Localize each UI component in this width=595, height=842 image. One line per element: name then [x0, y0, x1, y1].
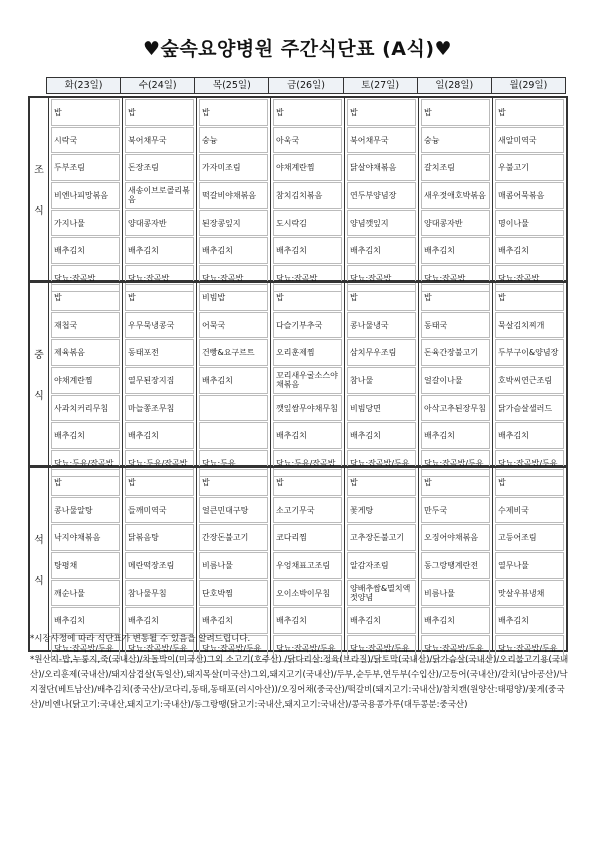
menu-item: 마늘쫑조무침 [125, 395, 194, 422]
menu-item: 깨순나물 [51, 580, 120, 607]
menu-item: 당뇨:두유/잡곡밥 [125, 450, 194, 477]
menu-item: 깻잎쌈무야채무침 [273, 395, 342, 422]
menu-item: 배추김치 [495, 607, 564, 634]
meal-label [30, 468, 49, 650]
menu-item: 가지나물 [51, 210, 120, 237]
menu-item: 당뇨:잡곡밥 [273, 265, 342, 292]
menu-item: 밥 [421, 99, 490, 126]
day-column [49, 468, 122, 653]
menu-item: 돈육간장불고기 [421, 339, 490, 366]
day-column [492, 283, 566, 468]
menu-item: 얼큰민대구탕 [199, 497, 268, 524]
day-header-row [47, 77, 566, 94]
menu-item: 양배추쌈&멸치액젓양념 [347, 580, 416, 607]
meal-label-char: 조 [34, 165, 44, 176]
menu-item: 시락국 [51, 127, 120, 154]
menu-item: 아삭고추된장무침 [421, 395, 490, 422]
menu-item: 당뇨:잡곡밥 [199, 265, 268, 292]
menu-item: 메란떡장조림 [125, 552, 194, 579]
menu-item: 두부조림 [51, 154, 120, 181]
menu-item: 명이나물 [495, 210, 564, 237]
menu-item: 동태포전 [125, 339, 194, 366]
menu-item: 도시락김 [273, 210, 342, 237]
notes [30, 632, 570, 719]
meal-section [28, 466, 568, 652]
menu-item: 어묵국 [199, 312, 268, 339]
menu-item: 밥 [273, 284, 342, 311]
menu-item: 새우젓애호박볶음 [421, 182, 490, 209]
menu-item: 밥 [273, 99, 342, 126]
menu-item: 양대콩자반 [125, 210, 194, 237]
day-header: 목(25일) [194, 77, 269, 94]
day-column [196, 283, 270, 468]
menu-item: 밥 [495, 469, 564, 496]
menu-item: 야채계란찜 [273, 154, 342, 181]
menu-item: 밥 [51, 99, 120, 126]
menu-item: 콩나물알탕 [51, 497, 120, 524]
menu-item: 건빵&요구르트 [199, 339, 268, 366]
menu-item: 우무묵냉콩국 [125, 312, 194, 339]
menu-item: 당뇨:잡곡밥 [421, 265, 490, 292]
menu-item: 배추김치 [347, 607, 416, 634]
menu-item: 숭늉 [421, 127, 490, 154]
menu-item: 북어채무국 [125, 127, 194, 154]
menu-item: 밥 [125, 469, 194, 496]
day-column [270, 98, 344, 283]
menu-item: 알감자조림 [347, 552, 416, 579]
day-column [49, 98, 122, 283]
menu-item: 당뇨:두유/잡곡밥 [273, 450, 342, 477]
meal-label-char: 석 [34, 535, 44, 546]
menu-item: 당뇨:잡곡밥 [347, 265, 416, 292]
day-column [122, 468, 196, 653]
day-column [344, 468, 418, 653]
menu-item: 들깨미역국 [125, 497, 194, 524]
menu-item: 밥 [347, 284, 416, 311]
menu-item: 참나물 [347, 367, 416, 394]
menu-item: 제육볶음 [51, 339, 120, 366]
menu-item: 밥 [347, 99, 416, 126]
menu-item: 동태국 [421, 312, 490, 339]
menu-item: 배추김치 [273, 607, 342, 634]
menu-item: 밥 [125, 284, 194, 311]
menu-item: 당뇨:잡곡밥/두유 [495, 450, 564, 477]
menu-item: 당뇨:잡곡밥/두유 [421, 450, 490, 477]
menu-item: 당뇨:잡곡밥 [51, 265, 120, 292]
menu-item: 밥 [495, 99, 564, 126]
menu-item: 밥 [51, 284, 120, 311]
menu-item: 당뇨:잡곡밥/두유 [273, 635, 342, 662]
day-column [122, 283, 196, 468]
menu-item: 재첩국 [51, 312, 120, 339]
day-column [49, 283, 122, 468]
menu-item: 배추김치 [421, 237, 490, 264]
menu-item: 밥 [51, 469, 120, 496]
menu-item: 호박씨연근조림 [495, 367, 564, 394]
menu-item: 배추김치 [199, 367, 268, 394]
menu-item: 소고기무국 [273, 497, 342, 524]
day-column [122, 98, 196, 283]
notice-text: *시장사정에 따라 식단표가 변동될 수 있음을 알려드립니다. [30, 634, 251, 644]
menu-item: 배추김치 [495, 422, 564, 449]
menu-item: 갈치조림 [421, 154, 490, 181]
menu-item: 수제비국 [495, 497, 564, 524]
menu-item: 비름나물 [199, 552, 268, 579]
menu-item: 배추김치 [125, 607, 194, 634]
menu-item: 밥 [421, 284, 490, 311]
day-column [418, 283, 492, 468]
menu-item: 양대콩자반 [421, 210, 490, 237]
menu-item: 당뇨:잡곡밥 [125, 265, 194, 292]
menu-item: 열무된장지짐 [125, 367, 194, 394]
menu-item: 밥 [421, 469, 490, 496]
menu-item: 당뇨:잡곡밥/두유 [125, 635, 194, 662]
menu-item: 닭볶음탕 [125, 524, 194, 551]
menu-item: 맛살우뷰냉채 [495, 580, 564, 607]
menu-item: 배추김치 [273, 237, 342, 264]
menu-item: 배추김치 [347, 237, 416, 264]
menu-item: 오리훈제찜 [273, 339, 342, 366]
menu-item: 열무나물 [495, 552, 564, 579]
menu-item: 배추김치 [421, 422, 490, 449]
menu-item: 숭늉 [199, 127, 268, 154]
menu-item: 배추김치 [273, 422, 342, 449]
menu-item: 꼬리새우굴소스야채볶음 [273, 367, 342, 394]
menu-item: 닭가슴살샐러드 [495, 395, 564, 422]
day-column [196, 98, 270, 283]
menu-item: 낙지야채볶음 [51, 524, 120, 551]
menu-item: 사과치커리무침 [51, 395, 120, 422]
menu-item: 참나물무침 [125, 580, 194, 607]
meal-label-char: 중 [34, 350, 44, 361]
day-column [418, 468, 492, 653]
menu-item: 된장콩잎지 [199, 210, 268, 237]
menu-item: 삼치무우조림 [347, 339, 416, 366]
menu-item: 단호박찜 [199, 580, 268, 607]
menu-item: 배추김치 [51, 237, 120, 264]
day-header: 토(27일) [343, 77, 418, 94]
menu-item: 우불고기 [495, 154, 564, 181]
menu-item: 밥 [199, 469, 268, 496]
menu-item: 매콤어묵볶음 [495, 182, 564, 209]
menu-item: 꽃게탕 [347, 497, 416, 524]
menu-item: 오이소박이무침 [273, 580, 342, 607]
menu-item: 북어채무국 [347, 127, 416, 154]
menu-item: 동그랑땡계란전 [421, 552, 490, 579]
origin-text: *원산지-밥,누룽지,죽(국내산)/차돌박이(미국산)그외 소고기(호주산) /닭다리살:정육(브라질)/닭토막(국내산)/닭가슴살(국내산)/오리불고기용(국내산)/오리훈제(국내산)/돼지삼겹살(독일산),돼지목살(미국산)그외,돼지고기(국내산)/두부,순두부,연두부(수입산)/고등어(국내산)/갈치(남아공산)/낙지절단(베트남산)/배추김치(중국산)/코다리,동태,동태포(러시아산))/오징어채(중국산)/떡갈비(돼지고기:국내산)/참치캔(원양산:태평양)/꽃게(중국산)/비엔나(닭고기:국내산,돼지고기:국내산)/동그랑땡(닭고기:국내산,돼지고기:국내산)/콩국용콩가루(대두콩분:중국산) [30, 655, 569, 710]
day-header: 월(29일) [491, 77, 566, 94]
menu-item: 밥 [199, 99, 268, 126]
menu-item: 우엉채표고조림 [273, 552, 342, 579]
menu-item: 밥 [495, 284, 564, 311]
menu-item: 닭살야채볶음 [347, 154, 416, 181]
menu-item: 고등어조림 [495, 524, 564, 551]
day-column [418, 98, 492, 283]
menu-item: 밥 [347, 469, 416, 496]
day-column [270, 468, 344, 653]
menu-item: 두부구이&양념장 [495, 339, 564, 366]
menu-item: 콩나물냉국 [347, 312, 416, 339]
menu-item: 배추김치 [421, 607, 490, 634]
menu-item: 탕평채 [51, 552, 120, 579]
day-column [196, 468, 270, 653]
menu-item: 배추김치 [51, 422, 120, 449]
menu-item: 배추김치 [347, 422, 416, 449]
day-column [344, 283, 418, 468]
meal-section [28, 281, 568, 467]
menu-item: 가자미조림 [199, 154, 268, 181]
menu-item: 새알미역국 [495, 127, 564, 154]
menu-item: 배추김치 [199, 237, 268, 264]
menu-item: 당뇨:잡곡밥/두유 [495, 635, 564, 662]
day-column [270, 283, 344, 468]
meal-section [28, 96, 568, 282]
menu-item: 비름나물 [421, 580, 490, 607]
menu-item: 아욱국 [273, 127, 342, 154]
menu-item: 다슬기부추국 [273, 312, 342, 339]
menu-item: 얼갈이나물 [421, 367, 490, 394]
menu-item: 배추김치 [199, 607, 268, 634]
meal-label-char: 식 [34, 576, 44, 587]
menu-item: 양념깻잎지 [347, 210, 416, 237]
day-column [492, 98, 566, 283]
day-header: 일(28일) [417, 77, 492, 94]
meal-label [30, 98, 49, 280]
menu-item: 당뇨:잡곡밥/두유 [421, 635, 490, 662]
menu-item: 만두국 [421, 497, 490, 524]
menu-item: 당뇨:두유/잡곡밥 [51, 450, 120, 477]
menu-item: 비빔당면 [347, 395, 416, 422]
menu-item: 떡갈비야채볶음 [199, 182, 268, 209]
menu-item: 묵살김치찌개 [495, 312, 564, 339]
menu-item: 연두부양념장 [347, 182, 416, 209]
menu-item: 야채계란찜 [51, 367, 120, 394]
menu-item: 밥 [125, 99, 194, 126]
menu-item: 고추장돈불고기 [347, 524, 416, 551]
menu-item: 배추김치 [125, 422, 194, 449]
menu-item: 참치김치볶음 [273, 182, 342, 209]
day-header: 금(26일) [268, 77, 343, 94]
menu-item: 코다리찜 [273, 524, 342, 551]
menu-item: 밥 [273, 469, 342, 496]
menu-item [199, 395, 268, 422]
menu-item: 비빔밥 [199, 284, 268, 311]
menu-item: 배추김치 [51, 607, 120, 634]
meal-label-char: 식 [34, 391, 44, 402]
menu-item: 당뇨:잡곡밥/두유 [347, 635, 416, 662]
meal-label-char: 식 [34, 206, 44, 217]
page-title: ♥숲속요양병원 주간식단표 (A식)♥ [142, 38, 453, 60]
menu-item: 오징어야채볶음 [421, 524, 490, 551]
menu-item: 당뇨:잡곡밥/두유 [199, 635, 268, 662]
menu-item: 당뇨:잡곡밥/두유 [347, 450, 416, 477]
day-header: 수(24일) [120, 77, 195, 94]
menu-item: 새송이브로콜리볶음 [125, 182, 194, 209]
menu-item: 배추김치 [125, 237, 194, 264]
meal-label [30, 283, 49, 465]
menu-item: 당뇨:두유 [199, 450, 268, 477]
day-column [492, 468, 566, 653]
menu-item [199, 422, 268, 449]
menu-item: 당뇨:잡곡밥 [495, 265, 564, 292]
day-header: 화(23일) [46, 77, 121, 94]
menu-item: 비엔나피망볶음 [51, 182, 120, 209]
menu-item: 간장돈불고기 [199, 524, 268, 551]
menu-item: 당뇨:잡곡밥/두유 [51, 635, 120, 662]
menu-item: 돈장조림 [125, 154, 194, 181]
day-column [344, 98, 418, 283]
menu-item: 배추김치 [495, 237, 564, 264]
